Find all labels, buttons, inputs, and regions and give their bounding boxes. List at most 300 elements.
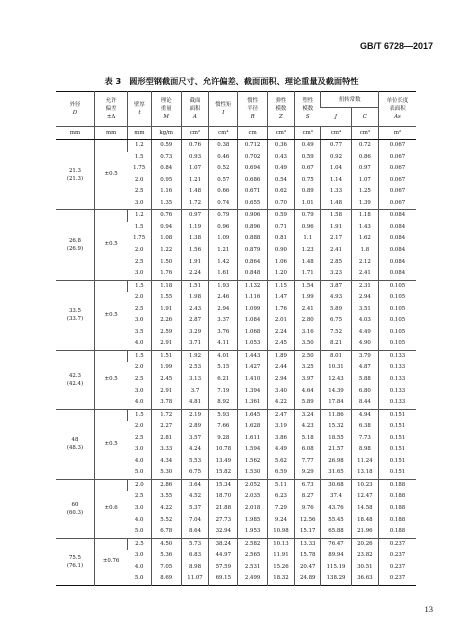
table-cell: 3.5 — [134, 328, 144, 335]
table-cell: 0.237 — [379, 573, 417, 585]
table-cell: 0.105 — [379, 315, 417, 327]
table-cell: 1.99 — [295, 292, 321, 304]
table-cell: 65.88 — [321, 526, 351, 538]
table-cell: 9.24 — [267, 515, 294, 527]
table-cell: 1.56 — [181, 245, 208, 257]
table-cell: 0.59 — [295, 152, 321, 164]
table-cell: 1.48 — [181, 186, 208, 198]
table-cell: 1.361 — [238, 397, 267, 409]
table-cell: 0.92 — [321, 152, 351, 164]
table-cell: 1.55 — [151, 292, 181, 304]
table-cell: 0.105 — [379, 327, 417, 339]
table-cell: 1.91 — [321, 222, 351, 234]
table-cell: 0.906 — [238, 210, 267, 222]
table-cell: 1.48 — [295, 256, 321, 268]
table-cell: 8.92 — [209, 397, 238, 409]
table-cell: 1.22 — [151, 245, 181, 257]
table-cell: 3.0 — [134, 317, 144, 324]
table-cell: 76.47 — [321, 538, 351, 550]
table-cell: 55.45 — [321, 515, 351, 527]
table-cell: 0.151 — [379, 409, 417, 421]
table-cell: 10.78 — [209, 444, 238, 456]
table-cell: 3.0 — [134, 446, 144, 453]
table-cell: 7.73 — [351, 433, 378, 445]
table-number: 表 3 — [104, 76, 122, 86]
section-properties-table — [56, 91, 416, 586]
table-cell: 2.5 — [134, 258, 144, 265]
table-cell: 3.19 — [267, 421, 294, 433]
table-cell: 0.89 — [295, 186, 321, 198]
table-cell: 1.25 — [351, 186, 378, 198]
table-cell: 0.237 — [379, 550, 417, 562]
tolerance-cell: ±0.6 — [94, 479, 127, 538]
table-cell: 1.530 — [238, 467, 267, 479]
table-cell: 4.01 — [209, 350, 238, 362]
table-cell: 3.33 — [151, 444, 181, 456]
table-cell: 3.25 — [295, 362, 321, 374]
table-cell: 4.0 — [134, 457, 144, 464]
table-cell: 11.86 — [321, 409, 351, 421]
table-cell: 0.75 — [295, 175, 321, 187]
table-cell: 0.79 — [209, 210, 238, 222]
table-cell: 1.38 — [181, 233, 208, 245]
table-cell: 2.59 — [151, 327, 181, 339]
table-cell: 5.88 — [351, 374, 378, 386]
table-cell: 37.4 — [321, 491, 351, 503]
table-cell: 1.54 — [295, 280, 321, 292]
table-cell: 7.29 — [267, 503, 294, 515]
table-cell: 0.67 — [295, 163, 321, 175]
table-cell: 10.31 — [321, 362, 351, 374]
table-cell: 2.0 — [134, 294, 144, 301]
table-cell: 2.052 — [238, 479, 267, 491]
table-cell: 4.81 — [181, 397, 208, 409]
table-cell: 0.151 — [379, 421, 417, 433]
table-cell: 30.68 — [321, 479, 351, 491]
table-cell: 2.499 — [238, 573, 267, 585]
table-cell: 4.0 — [134, 516, 144, 523]
table-cell: 15.34 — [209, 479, 238, 491]
table-cell: 1.5 — [134, 153, 144, 160]
table-cell: 0.94 — [151, 222, 181, 234]
table-cell: 2.86 — [151, 479, 181, 491]
table-cell: 0.105 — [379, 292, 417, 304]
table-cell: 0.067 — [379, 175, 417, 187]
table-cell: 1.611 — [238, 433, 267, 445]
table-cell: 15.78 — [295, 550, 321, 562]
table-cell: 8.21 — [321, 338, 351, 350]
table-cell: 1.19 — [181, 222, 208, 234]
outer-diameter-cell: 48 (48.3) — [56, 409, 94, 479]
table-cell: 0.151 — [379, 433, 417, 445]
table-cell: 4.23 — [295, 421, 321, 433]
unit-cell: mm — [56, 127, 94, 140]
table-cell: 27.73 — [209, 515, 238, 527]
table-cell: 1.92 — [181, 350, 208, 362]
header-torsion-c: C — [351, 108, 378, 127]
table-cell: 3.71 — [181, 338, 208, 350]
table-cell: 30.51 — [351, 562, 378, 574]
table-cell: 1.61 — [209, 268, 238, 280]
table-cell: 0.133 — [379, 362, 417, 374]
table-cell: 0.067 — [379, 163, 417, 175]
table-cell: 0.76 — [151, 210, 181, 222]
table-cell: 1.23 — [295, 245, 321, 257]
table-cell: 0.79 — [295, 210, 321, 222]
table-cell: 3.16 — [295, 327, 321, 339]
table-cell: 8.01 — [321, 350, 351, 362]
table-cell: 2.94 — [351, 292, 378, 304]
table-cell: 0.188 — [379, 526, 417, 538]
table-cell: 2.5 — [134, 376, 144, 382]
table-cell: 2.46 — [209, 292, 238, 304]
table-cell: 0.151 — [379, 444, 417, 456]
table-cell: 14.39 — [321, 385, 351, 397]
table-cell: 2.5 — [128, 538, 151, 550]
table-cell: 5.36 — [151, 550, 181, 562]
table-cell: 3.78 — [151, 397, 181, 409]
table-cell: 0.57 — [209, 175, 238, 187]
table-cell: 6.73 — [295, 479, 321, 491]
table-cell: 1.2 — [128, 210, 151, 222]
table-cell: 0.95 — [151, 175, 181, 187]
table-cell: 5.62 — [267, 456, 294, 468]
page-number: 13 — [424, 604, 433, 614]
table-cell: 2.24 — [267, 327, 294, 339]
table-cell: 1.20 — [267, 268, 294, 280]
table-cell: 18.32 — [267, 573, 294, 585]
table-cell: 0.105 — [379, 304, 417, 316]
table-cell: 3.0 — [134, 199, 144, 206]
tolerance-cell: ±0.5 — [94, 140, 127, 210]
table-cell: 0.084 — [379, 256, 417, 268]
table-cell: 3.97 — [295, 374, 321, 386]
table-cell: 1.8 — [351, 245, 378, 257]
header-torsion-constant: 扭转常数 — [321, 92, 379, 108]
table-cell: 4.64 — [295, 385, 321, 397]
table-cell: 21.96 — [351, 526, 378, 538]
table-cell: 0.702 — [238, 152, 267, 164]
table-cell: 2.87 — [181, 315, 208, 327]
table-cell: 0.74 — [209, 198, 238, 210]
table-cell: 4.0 — [134, 399, 144, 406]
table-cell: 0.59 — [151, 140, 181, 152]
table-cell: 9.29 — [295, 467, 321, 479]
table-cell: 0.237 — [379, 562, 417, 574]
table-cell: 31.65 — [321, 467, 351, 479]
table-cell: 15.17 — [295, 526, 321, 538]
table-cell: 24.89 — [295, 573, 321, 585]
table-cell: 1.21 — [181, 175, 208, 187]
table-cell: 26.98 — [321, 456, 351, 468]
unit-cell: kg/m — [151, 127, 181, 140]
table-cell: 3.13 — [181, 374, 208, 386]
table-cell: 2.85 — [321, 256, 351, 268]
table-cell: 1.62 — [351, 233, 378, 245]
table-cell: 1.01 — [295, 198, 321, 210]
table-cell: 1.953 — [238, 526, 267, 538]
table-cell: 1.068 — [238, 327, 267, 339]
table-cell: 1.07 — [181, 163, 208, 175]
table-cell: 0.96 — [295, 222, 321, 234]
table-cell: 0.686 — [238, 175, 267, 187]
table-cell: 0.49 — [295, 140, 321, 152]
table-cell: 1.43 — [351, 222, 378, 234]
table-cell: 1.5 — [128, 409, 151, 421]
table-cell: 7.52 — [321, 327, 351, 339]
table-cell: 3.76 — [209, 327, 238, 339]
table-cell: 1.443 — [238, 350, 267, 362]
table-cell: 0.694 — [238, 163, 267, 175]
unit-cell: cm² — [181, 127, 208, 140]
unit-cell: cm⁴ — [209, 127, 238, 140]
table-cell: 1.5 — [128, 350, 151, 362]
table-cell: 0.188 — [379, 515, 417, 527]
table-cell: 2.80 — [295, 315, 321, 327]
table-cell: 0.38 — [209, 140, 238, 152]
table-cell: 2.47 — [267, 409, 294, 421]
table-cell: 1.39 — [351, 198, 378, 210]
table-cell: 0.848 — [238, 268, 267, 280]
table-cell: 12.56 — [295, 515, 321, 527]
table-cell: 5.30 — [151, 467, 181, 479]
table-cell: 8.98 — [351, 444, 378, 456]
table-cell: 5.73 — [181, 538, 208, 550]
header-area: 截面 面积 A — [181, 92, 208, 127]
table-cell: 3.0 — [134, 505, 144, 512]
table-cell: 1.985 — [238, 515, 267, 527]
table-cell: 8.27 — [295, 491, 321, 503]
table-cell: 3.87 — [321, 280, 351, 292]
table-cell: 3.51 — [351, 304, 378, 316]
table-row — [56, 538, 416, 550]
table-cell: 1.51 — [151, 350, 181, 362]
table-cell: 115.19 — [321, 562, 351, 574]
outer-diameter-cell: 60 (60.3) — [56, 479, 94, 538]
table-cell: 1.48 — [321, 198, 351, 210]
table-cell: 2.5 — [134, 188, 144, 195]
table-cell: 2.12 — [351, 256, 378, 268]
table-cell: 2.018 — [238, 503, 267, 515]
table-cell: 5.18 — [295, 433, 321, 445]
table-cell: 0.52 — [209, 163, 238, 175]
table-cell: 3.0 — [134, 270, 144, 277]
table-cell: 8.69 — [151, 573, 181, 585]
table-cell: 6.78 — [151, 526, 181, 538]
table-cell: 3.40 — [267, 385, 294, 397]
unit-cell: cm — [238, 127, 267, 140]
table-cell: 21.57 — [321, 444, 351, 456]
table-cell: 0.81 — [267, 233, 294, 245]
table-cell: 1.50 — [151, 256, 181, 268]
table-cell: 0.084 — [379, 245, 417, 257]
table-cell: 0.84 — [151, 163, 181, 175]
table-cell: 4.50 — [151, 538, 181, 550]
table-cell: 2.41 — [295, 304, 321, 316]
outer-diameter-cell: 42.3 (42.4) — [56, 350, 94, 409]
table-cell: 0.151 — [379, 456, 417, 468]
table-cell: 1.91 — [151, 304, 181, 316]
table-cell: 2.41 — [321, 245, 351, 257]
table-cell: 0.105 — [379, 338, 417, 350]
table-cell: 7.05 — [151, 562, 181, 574]
table-cell: 1.91 — [181, 256, 208, 268]
table-cell: 1.562 — [238, 456, 267, 468]
table-cell: 0.86 — [351, 152, 378, 164]
table-cell: 2.91 — [151, 385, 181, 397]
table-cell: 18.48 — [351, 515, 378, 527]
tolerance-cell: ±0.5 — [94, 350, 127, 409]
table-cell: 1.98 — [181, 292, 208, 304]
table-cell: 1.93 — [209, 280, 238, 292]
table-cell: 2.53 — [181, 362, 208, 374]
table-cell: 1.132 — [238, 280, 267, 292]
table-cell: 4.22 — [151, 503, 181, 515]
table-cell: 0.66 — [209, 186, 238, 198]
table-cell: 21.88 — [209, 503, 238, 515]
table-row — [56, 140, 416, 152]
table-cell: 2.94 — [209, 304, 238, 316]
table-cell: 0.067 — [379, 140, 417, 152]
table-cell: 3.50 — [295, 338, 321, 350]
standard-code: GB/T 6728—2017 — [359, 41, 433, 51]
table-cell: 3.55 — [151, 491, 181, 503]
table-cell: 3.57 — [181, 433, 208, 445]
table-cell: 43.76 — [321, 503, 351, 515]
header-tolerance: 允许 偏差 ±Δ — [94, 92, 127, 127]
table-cell: 1.14 — [321, 175, 351, 187]
table-cell: 2.582 — [238, 538, 267, 550]
table-cell: 0.54 — [267, 175, 294, 187]
table-cell: 0.188 — [379, 503, 417, 515]
table-cell: 6.23 — [267, 491, 294, 503]
table-cell: 2.17 — [321, 233, 351, 245]
table-cell: 4.49 — [267, 444, 294, 456]
header-thickness: 壁厚 t — [128, 92, 151, 127]
table-cell: 18.70 — [209, 491, 238, 503]
table-cell: 0.151 — [379, 467, 417, 479]
table-cell: 1.5 — [128, 280, 151, 292]
table-cell: 1.594 — [238, 444, 267, 456]
table-cell: 6.38 — [351, 421, 378, 433]
table-cell: 1.16 — [151, 186, 181, 198]
table-cell: 0.879 — [238, 245, 267, 257]
table-cell: 0.067 — [379, 198, 417, 210]
table-cell: 0.73 — [151, 152, 181, 164]
table-cell: 0.084 — [379, 233, 417, 245]
table-cell: 7.77 — [295, 456, 321, 468]
table-cell: 1.76 — [151, 268, 181, 280]
tolerance-cell: ±0.5 — [94, 210, 127, 280]
table-cell: 0.71 — [267, 222, 294, 234]
table-cell: 6.59 — [267, 467, 294, 479]
table-cell: 1.51 — [181, 280, 208, 292]
table-cell: 3.29 — [181, 327, 208, 339]
table-cell: 0.96 — [209, 222, 238, 234]
table-cell: 4.34 — [151, 456, 181, 468]
table-cell: 2.31 — [351, 280, 378, 292]
header-elastic-modulus: 弹性 模数 Z — [267, 92, 294, 127]
table-cell: 1.33 — [321, 186, 351, 198]
table-cell: 0.888 — [238, 233, 267, 245]
table-cell: 2.0 — [134, 364, 144, 371]
table-cell: 1.72 — [151, 409, 181, 421]
table-cell: 0.067 — [379, 186, 417, 198]
unit-cell: cm³ — [267, 127, 294, 140]
table-cell: 5.93 — [209, 409, 238, 421]
table-cell: 7.19 — [209, 385, 238, 397]
table-cell: 5.37 — [181, 503, 208, 515]
table-cell: 5.11 — [267, 479, 294, 491]
table-cell: 2.0 — [134, 423, 144, 430]
table-cell: 5.52 — [151, 515, 181, 527]
table-cell: 2.41 — [351, 268, 378, 280]
table-cell: 4.0 — [134, 563, 144, 570]
table-cell: 1.07 — [351, 175, 378, 187]
table-cell: 6.08 — [295, 444, 321, 456]
table-cell: 15.32 — [321, 421, 351, 433]
table-cell: 3.64 — [181, 479, 208, 491]
table-cell: 11.07 — [181, 573, 208, 585]
table-cell: 1.628 — [238, 421, 267, 433]
table-cell: 13.18 — [351, 467, 378, 479]
table-cell: 3.79 — [351, 350, 378, 362]
table-cell: 1.394 — [238, 385, 267, 397]
table-cell: 0.712 — [238, 140, 267, 152]
units-row — [56, 127, 416, 140]
table-cell: 2.035 — [238, 491, 267, 503]
table-row — [56, 479, 416, 491]
table-cell: 13.33 — [295, 538, 321, 550]
tolerance-cell: ±0.76 — [94, 538, 127, 585]
table-cell: 1.116 — [238, 292, 267, 304]
table-cell: 36.63 — [351, 573, 378, 585]
table-cell: 15.26 — [267, 562, 294, 574]
table-cell: 0.46 — [209, 152, 238, 164]
table-cell: 0.97 — [351, 163, 378, 175]
table-cell: 0.133 — [379, 374, 417, 386]
table-cell: 4.87 — [351, 362, 378, 374]
table-cell: 2.5 — [134, 434, 144, 441]
header-row — [56, 92, 416, 108]
table-cell: 0.77 — [321, 140, 351, 152]
table-cell: 5.0 — [134, 469, 144, 476]
table-cell: 5.0 — [134, 528, 144, 535]
table-cell: 2.45 — [267, 338, 294, 350]
unit-cell: m² — [379, 127, 417, 140]
table-cell: 0.36 — [267, 140, 294, 152]
table-cell: 0.188 — [379, 491, 417, 503]
table-cell: 4.93 — [321, 292, 351, 304]
table-cell: 5.89 — [295, 397, 321, 409]
table-cell: 2.94 — [267, 374, 294, 386]
table-cell: 1.75 — [133, 235, 146, 242]
table-cell: 2.26 — [151, 315, 181, 327]
table-cell: 14.58 — [351, 503, 378, 515]
table-cell: 13.49 — [209, 456, 238, 468]
table-cell: 2.531 — [238, 562, 267, 574]
table-cell: 1.47 — [267, 292, 294, 304]
table-cell: 5.0 — [134, 575, 144, 582]
table-cell: 0.133 — [379, 397, 417, 409]
table-cell: 0.105 — [379, 280, 417, 292]
table-cell: 4.22 — [267, 397, 294, 409]
table-cell: 0.864 — [238, 256, 267, 268]
tolerance-cell: ±0.5 — [94, 409, 127, 479]
table-cell: 1.08 — [151, 233, 181, 245]
table-cell: 0.97 — [181, 210, 208, 222]
table-cell: 8.44 — [351, 397, 378, 409]
